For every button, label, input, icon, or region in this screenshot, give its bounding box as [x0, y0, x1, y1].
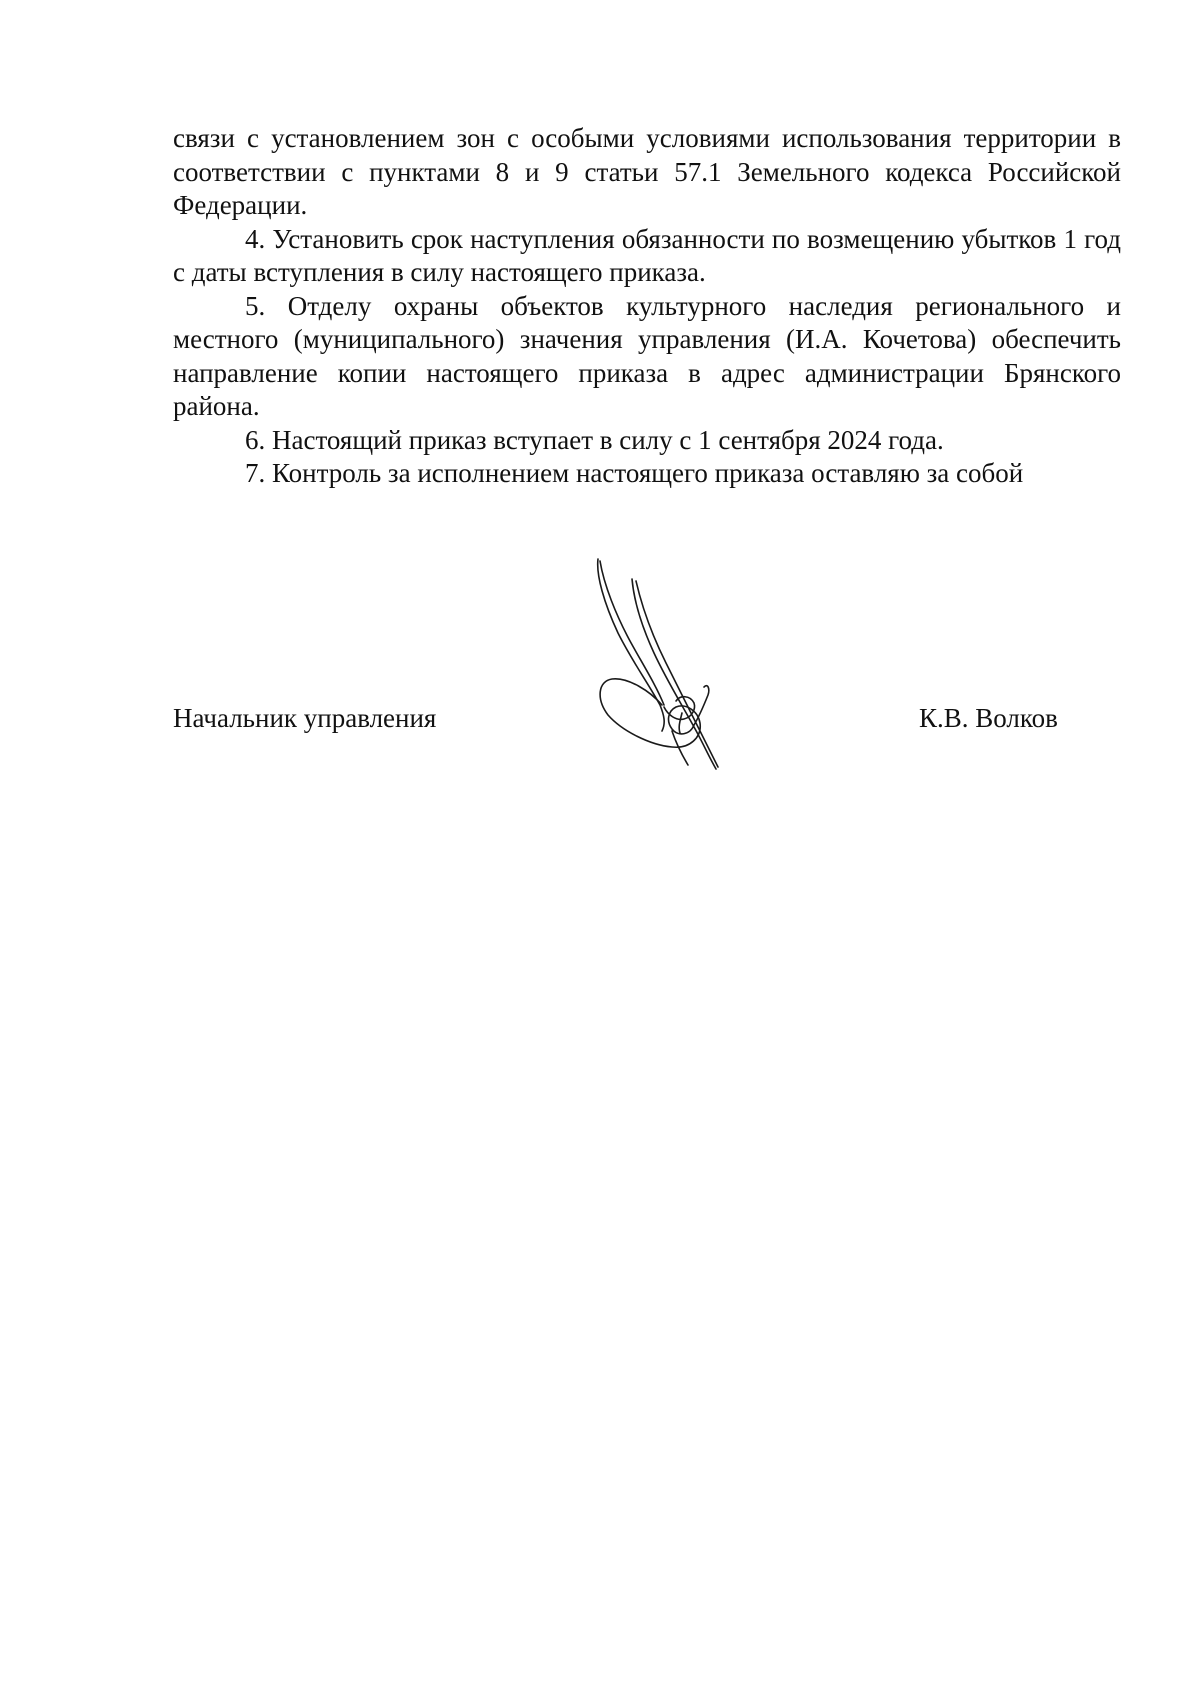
signature-block [173, 703, 1121, 743]
paragraph-item-5: 5. Отделу охраны объектов культурного наследия регионального и местного (муниципального) значения управления (И.А. Кочетова) обеспечить направление копии настоящего приказа в адрес администрации Брянского района. [173, 290, 1121, 421]
paragraph-continuation: связи с установлением зон с особыми условиями использования территории в соответствии с пунктами 8 и 9 статьи 57.1 Земельного кодекса Российской Федерации. [173, 123, 1121, 220]
paragraph-item-6: 6. Настоящий приказ вступает в силу с 1 сентября 2024 года. [245, 424, 944, 455]
signatory-name: К.В. Волков [919, 703, 1058, 733]
document-body [173, 122, 1121, 491]
paragraph-item-7: 7. Контроль за исполнением настоящего приказа оставляю за собой [245, 458, 1024, 488]
signatory-position: Начальник управления [173, 703, 437, 733]
paragraph-item-4: 4. Установить срок наступления обязанности по возмещению убытков 1 год с даты вступления в силу настоящего приказа. [173, 223, 1121, 287]
